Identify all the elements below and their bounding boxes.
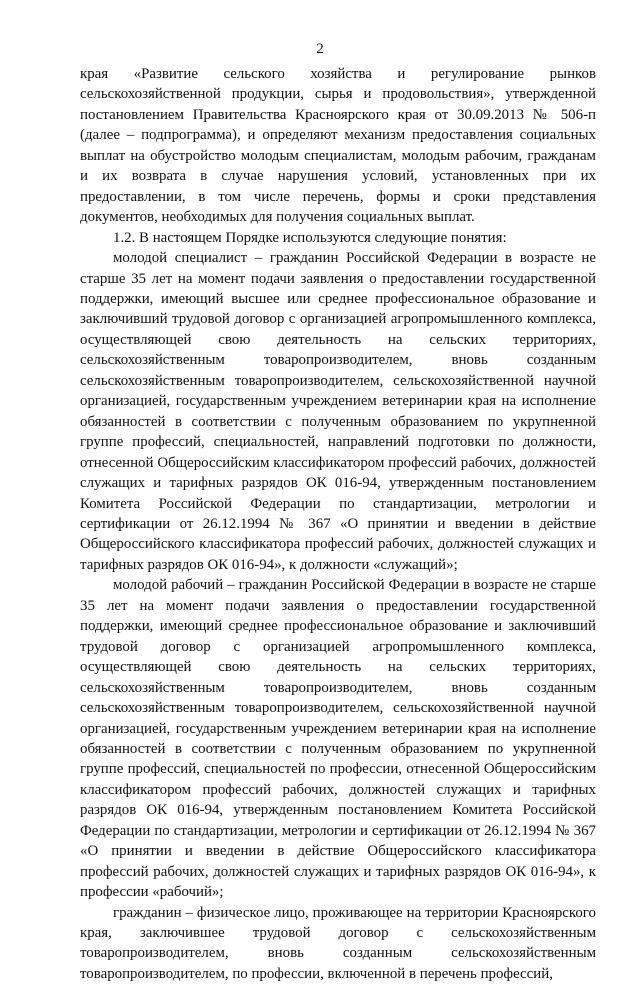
paragraph-subprogram-continuation: края «Развитие сельского хозяйства и регулирование рынков сельскохозяйственной продукции, сырья и продовольствия», утвержденной постановлением Правительства Красноярского края от 30.09.2013 № 506-п (далее – подпрограмма), и определяют механизм предоставления социальных выплат на обустройство молодым специалистам, молодым рабочим, гражданам и их возврата в случае нарушения условий, установленных при их предоставлении, в том числе перечень, формы и сроки представления документов, необходимых для получения социальных выплат.	[80, 66, 596, 226]
paragraph-section-1-2: 1.2. В настоящем Порядке используются следующие понятия:	[113, 229, 507, 246]
paragraph-citizen-definition: гражданин – физическое лицо, проживающее на территории Красноярского края, заключившее трудовой договор с сельскохозяйственным товаропроизводителем, вновь созданным сельскохозяйственным товаропроизводителем, по профессии, включенной в перечень профессий,	[80, 904, 596, 982]
document-body	[80, 64, 596, 984]
paragraph-young-worker-definition: молодой рабочий – гражданин Российской Федерации в возрасте не старше 35 лет на момент подачи заявления о предоставлении государственной поддержки, имеющий среднее профессиональное образование и заключивший трудовой договор с организацией агропромышленного комплекса, осуществляющей свою деятельность на сельских территориях, сельскохозяйственным товаропроизводителем, вновь созданным сельскохозяйственным товаропроизводителем, сельскохозяйственной научной организацией, государственным учреждением ветеринарии края на исполнение обязанностей в соответствии с полученным образованием по укрупненной группе профессий, специальностей по профессии, отнесенной Общероссийским классификатором профессий рабочих, должностей служащих и тарифных разрядов ОК 016-94, утвержденным постановлением Комитета Российской Федерации по стандартизации, метрологии и сертификации от 26.12.1994 № 367 «О принятии и введении в действие Общероссийского классификатора профессий рабочих, должностей служащих и тарифных разрядов ОК 016-94», к профессии «рабочий»;	[80, 577, 596, 901]
page-number: 2	[316, 41, 324, 57]
paragraph-young-specialist-definition: молодой специалист – гражданин Российской Федерации в возрасте не старше 35 лет на момент подачи заявления о предоставлении государственной поддержки, имеющий высшее или среднее профессиональное образование и заключивший трудовой договор с организацией агропромышленного комплекса, осуществляющей свою деятельность на сельских территориях, сельскохозяйственным товаропроизводителем, вновь созданным сельскохозяйственным товаропроизводителем, сельскохозяйственной научной организацией, государственным учреждением ветеринарии края на исполнение обязанностей в соответствии с полученным образованием по укрупненной группе профессий, специальностей, направлений подготовки по должности, отнесенной Общероссийским классификатором профессий рабочих, должностей служащих и тарифных разрядов ОК 016-94, утвержденным постановлением Комитета Российской Федерации по стандартизации, метрологии и сертификации от 26.12.1994 № 367 «О принятии и введении в действие Общероссийского классификатора профессий рабочих, должностей служащих и тарифных разрядов ОК 016-94», к должности «служащий»;	[80, 250, 596, 573]
